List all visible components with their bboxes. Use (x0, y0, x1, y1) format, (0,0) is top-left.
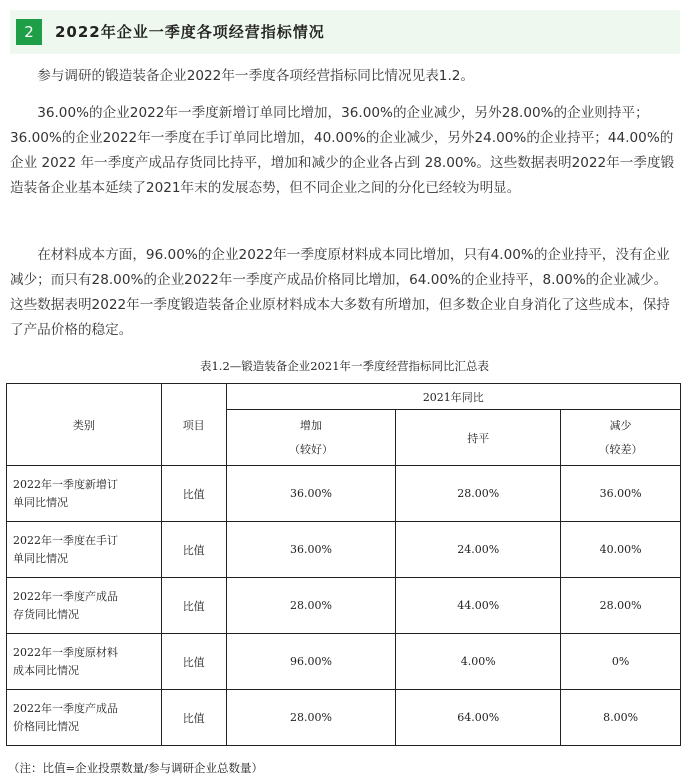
table-row (7, 466, 681, 522)
table-row (7, 634, 681, 690)
header-category: 类别 (7, 384, 162, 466)
row-category (7, 522, 162, 578)
header-decrease (561, 410, 681, 466)
row-category-line1: 2022年一季度新增订 (13, 477, 118, 491)
header-increase-label: 增加 (300, 418, 322, 432)
row-item: 比值 (161, 690, 226, 746)
row-category (7, 690, 162, 746)
row-decrease: 28.00% (561, 578, 681, 634)
row-category (7, 578, 162, 634)
paragraph-intro: 参与调研的锻造装备企业2022年一季度各项经营指标同比情况见表1.2。 (37, 68, 475, 84)
header-flat: 持平 (396, 410, 561, 466)
header-increase (226, 410, 396, 466)
row-category-line1: 2022年一季度产成品 (13, 701, 118, 715)
header-decrease-note: （较差） (598, 442, 643, 456)
row-flat: 4.00% (396, 634, 561, 690)
row-decrease: 36.00% (561, 466, 681, 522)
row-item: 比值 (161, 466, 226, 522)
header-decrease-label: 减少 (609, 418, 632, 432)
row-item: 比值 (161, 578, 226, 634)
row-category (7, 634, 162, 690)
row-decrease: 8.00% (561, 690, 681, 746)
section-number-badge: 2 (16, 19, 42, 45)
header-increase-note: （较好） (289, 442, 333, 456)
row-item: 比值 (161, 634, 226, 690)
row-flat: 24.00% (396, 522, 561, 578)
row-increase: 36.00% (226, 522, 396, 578)
row-flat: 44.00% (396, 578, 561, 634)
row-increase: 28.00% (226, 578, 396, 634)
header-item: 项目 (161, 384, 226, 466)
row-decrease: 0% (561, 634, 681, 690)
table-caption: 表1.2—锻造装备企业2021年一季度经营指标同比汇总表 (199, 359, 490, 373)
row-category-line1: 2022年一季度在手订 (13, 533, 118, 547)
header-group: 2021年同比 (226, 384, 680, 410)
indicator-table (6, 383, 681, 746)
row-category-line1: 2022年一季度产成品 (13, 589, 118, 603)
table-row (7, 522, 681, 578)
row-decrease: 40.00% (561, 522, 681, 578)
table-row (7, 578, 681, 634)
table-header-row (7, 384, 681, 410)
row-increase: 28.00% (226, 690, 396, 746)
row-increase: 96.00% (226, 634, 396, 690)
paragraph-costs: 在材料成本方面，96.00%的企业2022年一季度原材料成本同比增加，只有4.00%的企业持平，没有企业减少；而只有28.00%的企业2022年一季度产成品价格同比增加，64.00%的企业持平，8.00%的企业减少。这些数据表明2022年一季度锻造装备企业原材料成本大多数有所增加，但多数企业自身消化了这些成本，保持了产品价格的稳定。 (10, 247, 670, 338)
row-increase: 36.00% (226, 466, 396, 522)
row-category-line2: 成本同比情况 (13, 663, 79, 677)
paragraph-orders: 36.00%的企业2022年一季度新增订单同比增加，36.00%的企业减少，另外28.00%的企业则持平；36.00%的企业2022年一季度在手订单同比增加，40.00%的企业减少，另外24.00%的企业持平；44.00%的企业 2022 年一季度产成品存货同比持平，增加和减少的企业各占到 28.00%。这些数据表明2022年一季度锻造装备企业基本延续了2021年末的发展态势，但不同企业之间的分化已经较为明显。 (10, 105, 675, 196)
row-item: 比值 (161, 522, 226, 578)
row-category-line2: 单同比情况 (13, 551, 68, 565)
row-category-line2: 价格同比情况 (13, 719, 79, 733)
row-flat: 64.00% (396, 690, 561, 746)
row-category (7, 466, 162, 522)
table-note: （注：比值=企业投票数量/参与调研企业总数量） (8, 761, 264, 775)
row-category-line2: 存货同比情况 (13, 607, 79, 621)
row-category-line1: 2022年一季度原材料 (13, 645, 118, 659)
table-row (7, 690, 681, 746)
section-title: 2022年企业一季度各项经营指标情况 (55, 23, 325, 41)
row-category-line2: 单同比情况 (13, 495, 68, 509)
row-flat: 28.00% (396, 466, 561, 522)
section-header (10, 10, 680, 54)
